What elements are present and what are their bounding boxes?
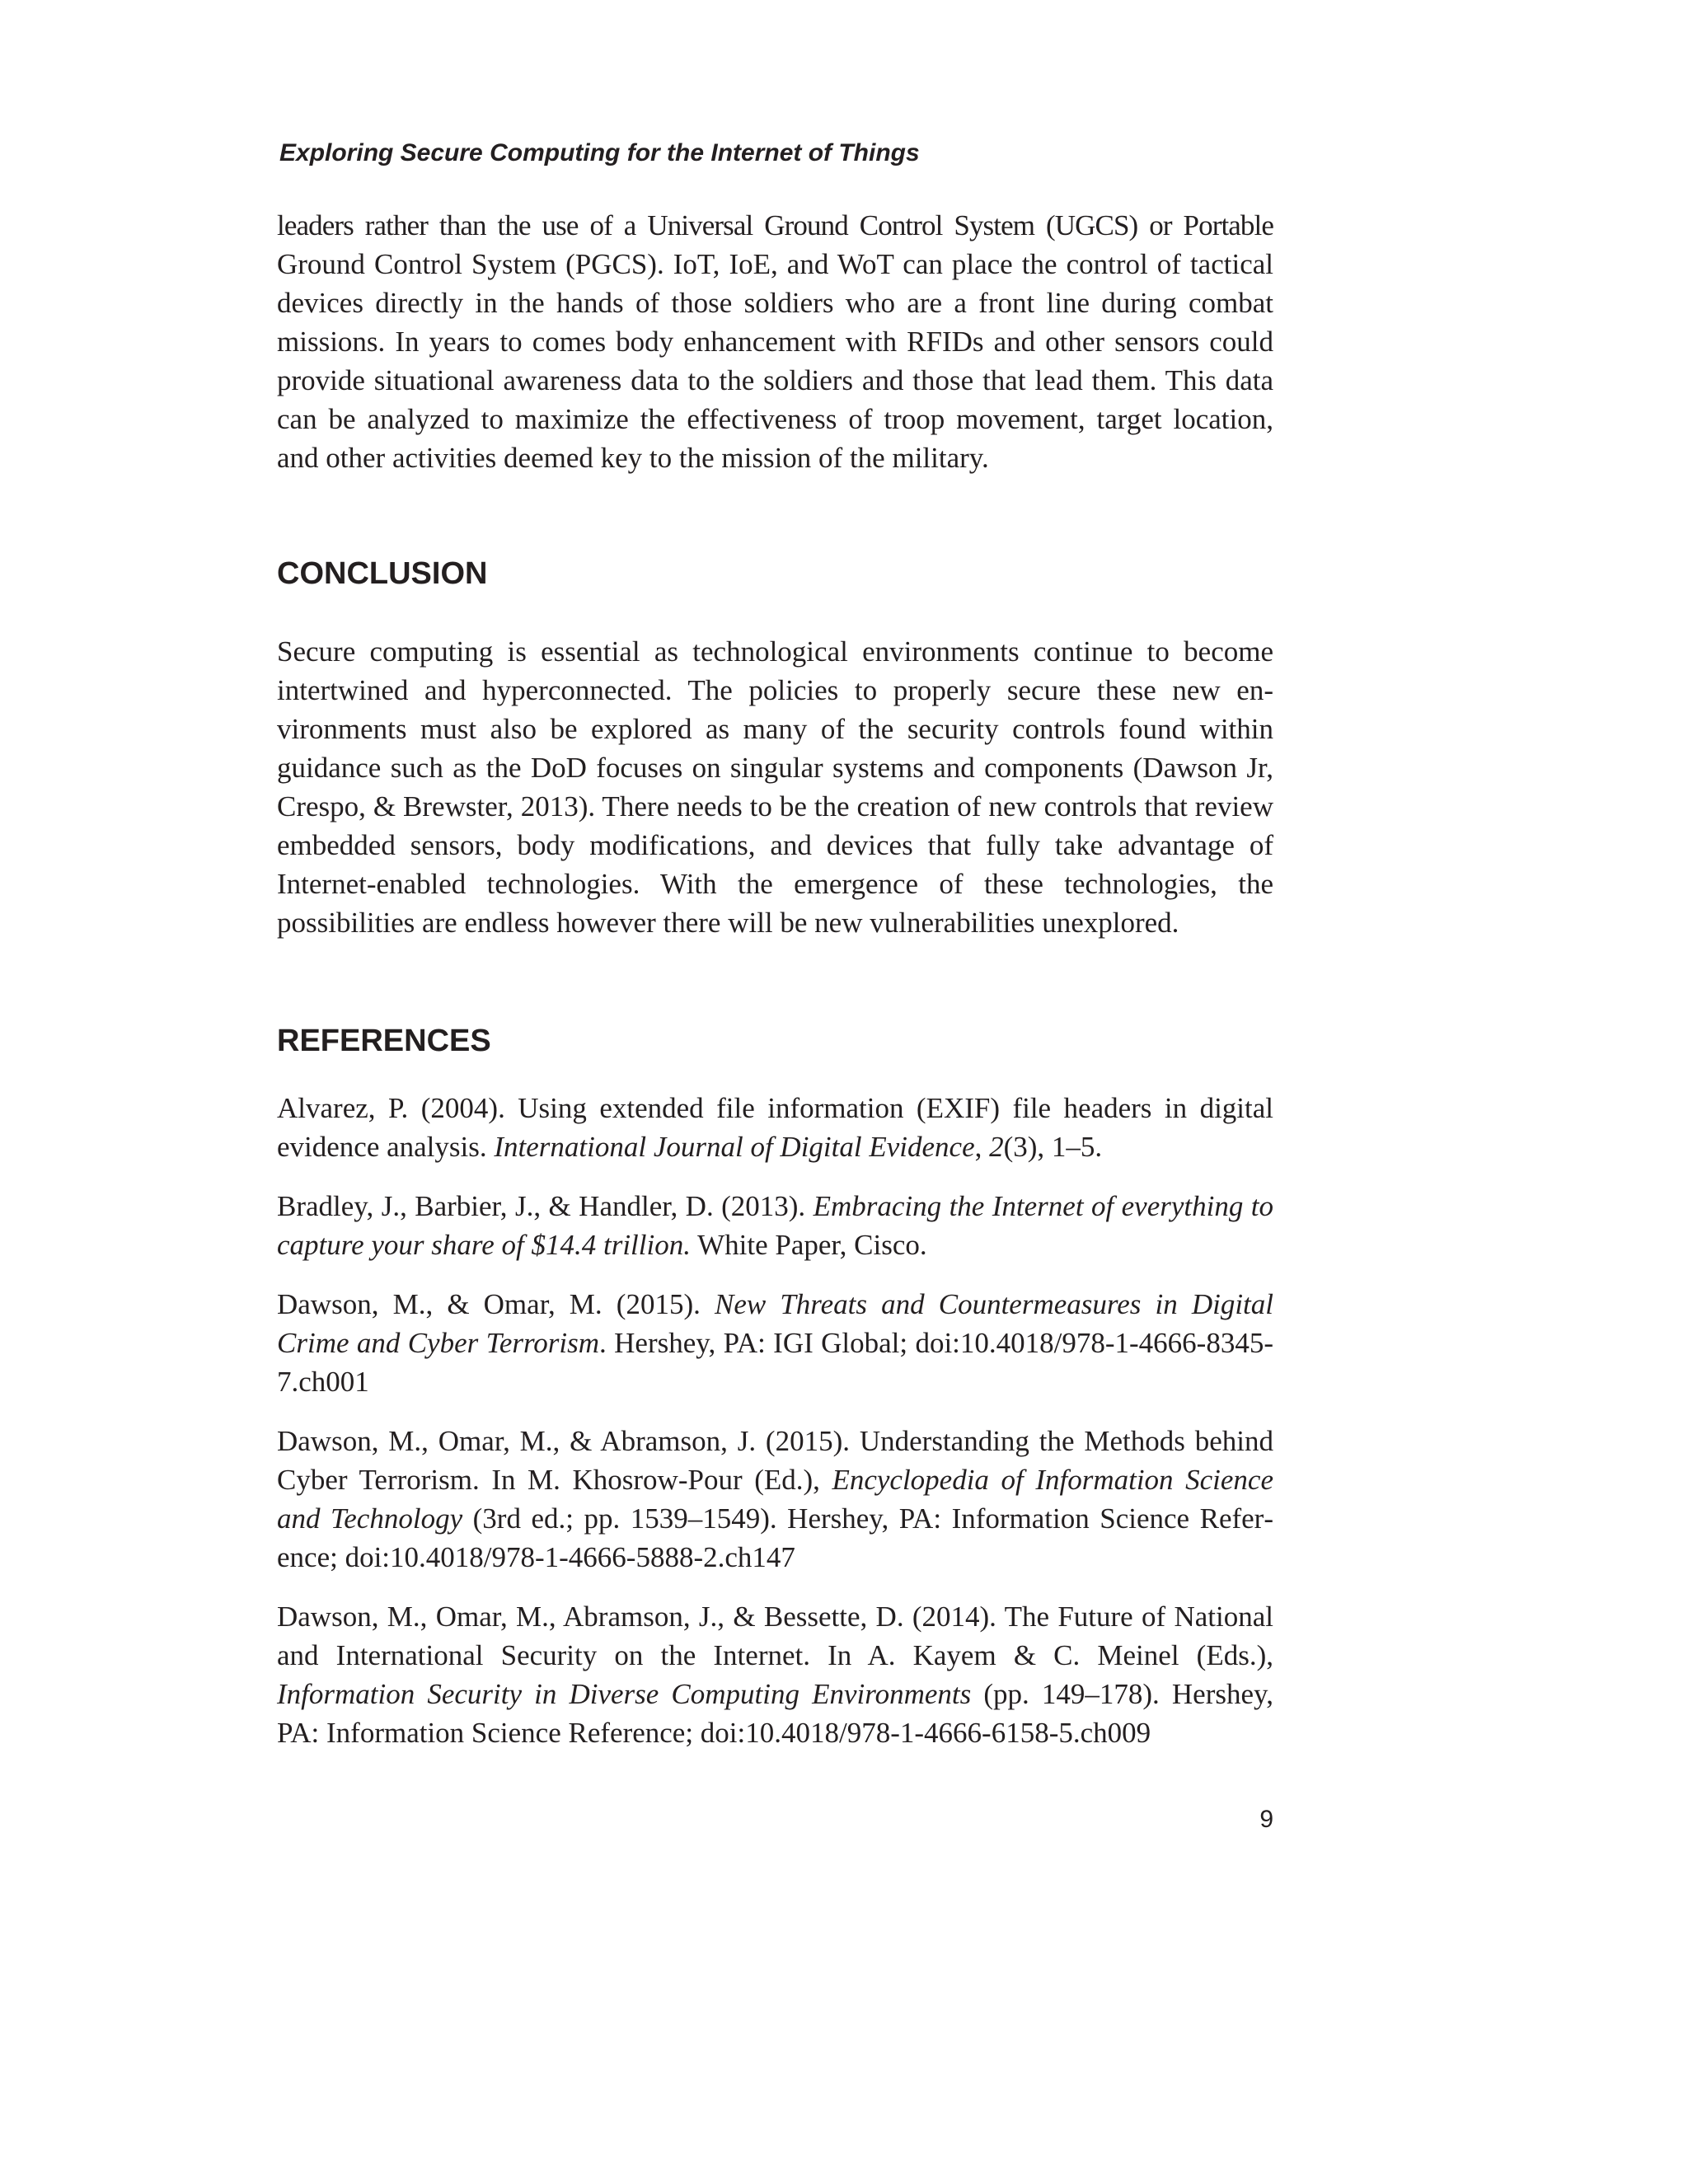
reference-entry xyxy=(277,1597,1273,1752)
reference-work-title: Embracing the Internet of everything to capture your share of $14.4 trillion. xyxy=(277,1190,1273,1261)
reference-entry xyxy=(277,1285,1273,1401)
reference-text: , xyxy=(974,1131,990,1163)
intro-paragraph-first-line: leaders rather than the use of a Universal Ground Control System (UGCS) or Portable xyxy=(277,209,1273,241)
reference-work-title: Encyclopedia of Information Science and Technology xyxy=(277,1464,1273,1535)
reference-text: White Paper, Cisco. xyxy=(690,1229,927,1261)
reference-text: . Hershey, PA: IGI Global; doi:10.4018/978-1-4666-8345-7.ch001 xyxy=(277,1327,1273,1398)
conclusion-paragraph: Secure computing is essential as technological environments continue to become intertwined and hyperconnected. The policies to properly secure these new environments must also be explored as many of the security controls found within guidance such as the DoD focuses on singular systems and components (Dawson Jr, Crespo, & Brewster, 2013). There needs to be the creation of new controls that review embedded sensors, body modifications, and devices that fully take advantage of Internet-enabled technologies. With the emergence of these technologies, the possibilities are endless however there will be new vulnerabilities unexplored. xyxy=(277,635,1273,939)
reference-entry xyxy=(277,1422,1273,1577)
reference-text: Dawson, M., Omar, M., Abramson, J., & Bessette, D. (2014). The Future of National and International Security on the Internet. In A. Kayem & C. Meinel (Eds.), xyxy=(277,1601,1273,1671)
intro-paragraph xyxy=(277,206,1273,477)
conclusion-heading: CONCLUSION xyxy=(277,556,488,591)
reference-entry xyxy=(277,1089,1273,1166)
intro-paragraph-text: Ground Control System (PGCS). IoT, IoE, and WoT can place the control of tactical devices directly in the hands of those soldiers who are a front line during combat missions. In years to comes body enhancement with RFIDs and other sensors could provide situational awareness data to the soldiers and those that lead them. This data can be analyzed to maximize the effectiveness of troop movement, target location, and other activities deemed key to the mission of the military. xyxy=(277,248,1273,474)
reference-text: (3rd ed.; pp. 1539–1549). Hershey, PA: Information Science Reference; doi:10.4018/978-1-4666-5888-2.ch147 xyxy=(277,1502,1273,1573)
references-heading: REFERENCES xyxy=(277,1024,491,1058)
reference-text: Bradley, J., Barbier, J., & Handler, D. (2013). xyxy=(277,1190,814,1222)
reference-text: (pp. 149–178). Hershey, PA: Information Science Reference; doi:10.4018/978-1-4666-6158-5.ch009 xyxy=(277,1678,1273,1749)
reference-work-title: New Threats and Countermeasures in Digital Crime and Cyber Terrorism xyxy=(277,1288,1273,1359)
reference-journal-title: International Journal of Digital Evidence xyxy=(494,1131,975,1163)
reference-text: Dawson, M., & Omar, M. (2015). xyxy=(277,1288,715,1320)
page-number: 9 xyxy=(1259,1806,1273,1833)
reference-work-title: Information Security in Diverse Computing Environments xyxy=(277,1678,972,1710)
reference-volume: 2 xyxy=(989,1131,1004,1163)
page-body xyxy=(277,206,1273,1773)
reference-text: Dawson, M., Omar, M., & Abramson, J. (2015). Understanding the Methods behind Cyber Terrorism. In M. Khosrow-Pour (Ed.), xyxy=(277,1425,1273,1496)
running-head: Exploring Secure Computing for the Internet of Things xyxy=(279,139,920,166)
reference-text: (3), 1–5. xyxy=(1003,1131,1103,1163)
reference-list xyxy=(277,1089,1273,1752)
reference-text: Alvarez, P. (2004). Using extended file information (EXIF) file headers in digital evidence analysis. xyxy=(277,1092,1273,1163)
reference-entry xyxy=(277,1187,1273,1264)
